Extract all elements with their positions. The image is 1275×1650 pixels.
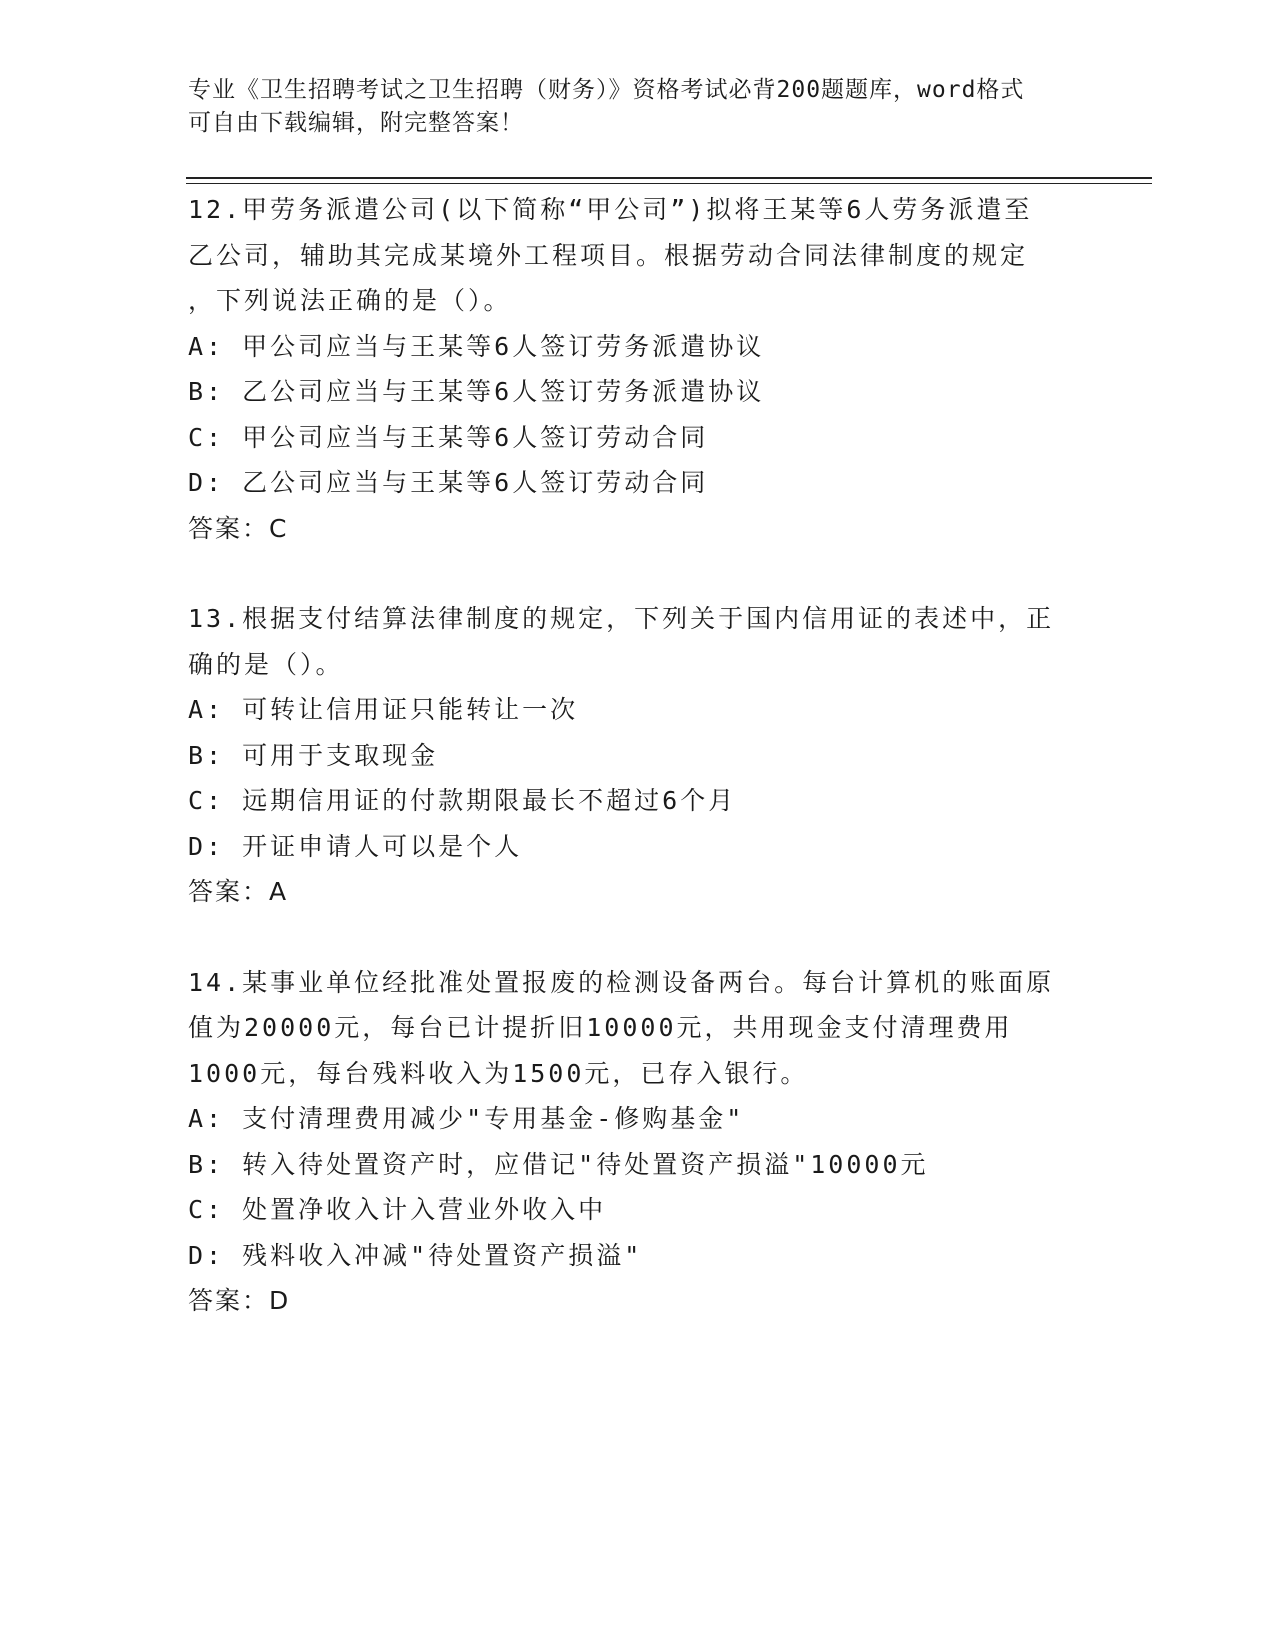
option-d: D: 乙公司应当与王某等6人签订劳动合同 [188,468,709,497]
answer-label: 答案：C [188,513,289,543]
option-b: B: 转入待处置资产时，应借记"待处置资产损溢"10000元 [188,1149,929,1179]
question-stem-line: 13.根据支付结算法律制度的规定，下列关于国内信用证的表述中，正 [188,604,1055,633]
option-c: C: 处置净收入计入营业外收入中 [188,1195,607,1224]
option-a: A: 甲公司应当与王某等6人签订劳务派遣协议 [188,331,765,361]
document-header [188,74,1088,140]
question-stem-line: 确的是（）。 [188,649,344,679]
option-c: C: 远期信用证的付款期限最长不超过6个月 [188,786,737,815]
option-d: D: 残料收入冲减"待处置资产损溢" [188,1240,643,1270]
option-c: C: 甲公司应当与王某等6人签订劳动合同 [188,422,709,452]
question-stem-line: 14.某事业单位经批准处置报废的检测设备两台。每台计算机的账面原 [188,967,1055,997]
option-b: B: 可用于支取现金 [188,740,439,770]
question-14 [188,960,1088,1324]
question-list [188,187,1088,1324]
question-stem-line: 乙公司，辅助其完成某境外工程项目。根据劳动合同法律制度的规定 [188,240,1029,270]
question-12 [188,187,1088,551]
option-a: A: 可转让信用证只能转让一次 [188,695,579,724]
option-b: B: 乙公司应当与王某等6人签订劳务派遣协议 [188,377,765,406]
header-divider-thick [186,177,1152,179]
answer-label: 答案：A [188,877,289,906]
question-stem-line: ，下列说法正确的是（）。 [188,286,512,315]
option-a: A: 支付清理费用减少"专用基金-修购基金" [188,1104,745,1133]
header-line: 专业《卫生招聘考试之卫生招聘（财务）》资格考试必背200题题库，word格式 [188,77,1025,103]
question-stem-line: 1000元，每台残料收入为1500元，已存入银行。 [188,1058,809,1088]
question-stem-line: 12.甲劳务派遣公司(以下简称“甲公司”)拟将王某等6人劳务派遣至 [188,195,1033,224]
header-line: 可自由下载编辑，附完整答案！ [188,110,524,136]
header-divider-thin [186,183,1152,184]
option-d: D: 开证申请人可以是个人 [188,831,523,861]
answer-label: 答案：D [188,1286,291,1315]
question-13 [188,596,1088,915]
question-stem-line: 值为20000元，每台已计提折旧10000元，共用现金支付清理费用 [188,1013,1013,1042]
